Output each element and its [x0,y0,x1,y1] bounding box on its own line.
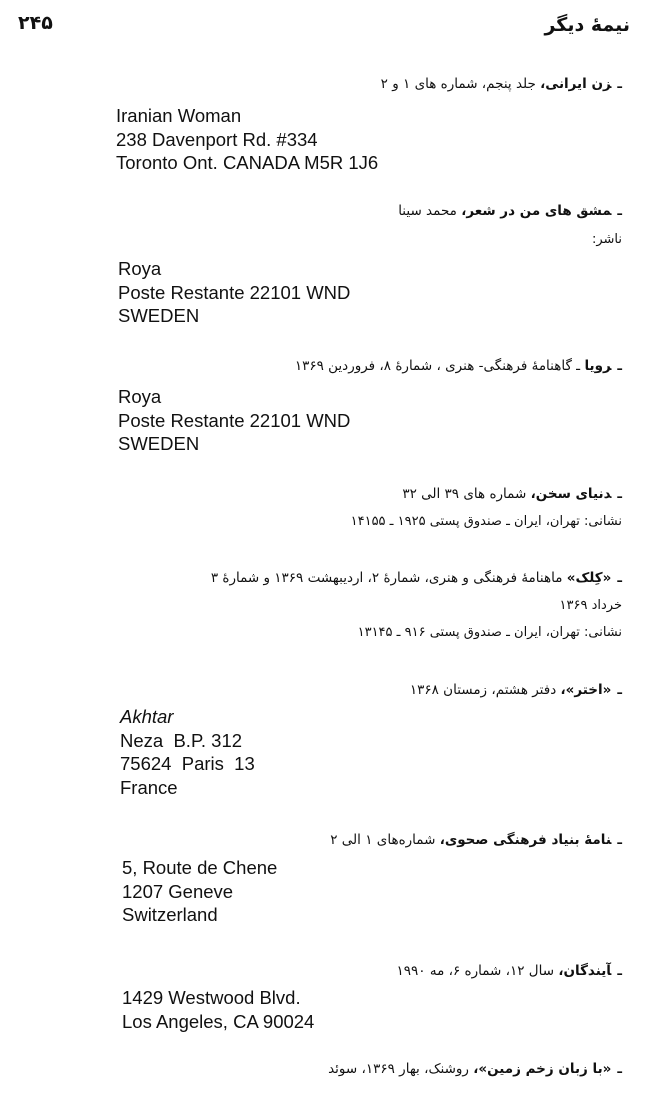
entry-title: «کِلک» [566,570,612,586]
address-line: Neza B.P. 312 [120,729,243,751]
entry-postal-address: نشانی: تهران، ایران ـ صندوق پستی ۱۹۲۵ ـ ۱۴۱۵۵ [350,514,622,529]
entry-heading [295,358,622,374]
entry-title: نامهٔ بنیاد فرهنگی صحوی، [439,832,612,848]
entry-dash: ـ [617,1061,622,1077]
address-line: Toronto Ont. CANADA M5R 1J6 [116,152,379,173]
entry-heading [381,76,622,92]
address-line: France [120,776,178,798]
entry-heading [402,486,622,502]
entry-description: شماره های ۳۹ الی ۳۲ [402,486,531,502]
address-line: Poste Restante 22101 WND [118,409,351,431]
entry-publisher-label: ناشر: [591,232,622,247]
entry-description: دفتر هشتم، زمستان ۱۳۶۸ [409,682,561,698]
entry-dash: ـ [617,486,622,502]
address-line: Iranian Woman [116,105,242,126]
entry-heading [330,832,622,848]
entry-dash: ـ [617,963,622,979]
address-line: Roya [118,386,162,407]
address-line: SWEDEN [118,305,200,326]
entry-title: آیندگان، [558,963,612,979]
address-line: 1207 Geneve [122,880,234,902]
entry-dash: ـ [617,358,622,374]
entry-title: دنیای سخن، [530,486,612,502]
entry-dash: ـ [617,682,622,698]
entry-address [118,257,350,328]
entry-description: ـ گاهنامهٔ فرهنگی- هنری ، شمارهٔ ۸، فروردین ۱۳۶۹ [294,358,585,374]
entry-dash: ـ [617,76,622,92]
entry-title: رویا [584,358,612,374]
entry-address [120,705,255,799]
address-line: Switzerland [122,904,218,925]
address-line: 75624 Paris 13 [120,753,255,774]
entry-heading [211,570,622,586]
entry-description: ماهنامهٔ فرهنگی و هنری، شمارهٔ ۲، اردیبهشت ۱۳۶۹ و شمارهٔ ۳ [210,570,567,586]
address-line: Los Angeles, CA 90024 [122,1010,315,1032]
entry-heading [328,1061,622,1077]
running-header-title: نیمهٔ دیگر [544,14,630,36]
entry-dash: ـ [617,832,622,848]
entry-continuation: خرداد ۱۳۶۹ [559,598,622,613]
entry-title: زن ایرانی، [540,76,612,92]
entry-address [116,104,378,175]
entry-heading [410,682,622,698]
entry-dash: ـ [617,203,622,219]
entry-dash: ـ [617,570,622,586]
page-number: ۲۴۵ [18,12,53,34]
entry-description: سال ۱۲، شماره ۶، مه ۱۹۹۰ [396,963,559,979]
entry-title: «اختر»، [560,682,612,698]
address-line: Roya [118,258,162,279]
entry-heading [398,203,622,219]
entry-address [122,986,314,1033]
address-line: Akhtar [120,706,174,727]
address-line: 5, Route de Chene [122,857,278,878]
entry-heading [397,963,622,979]
entry-address [122,856,277,927]
address-line: Poste Restante 22101 WND [118,281,351,303]
entry-description: شماره‌های ۱ الی ۲ [330,832,440,848]
address-line: 238 Davenport Rd. #334 [116,128,318,150]
entry-title: مشق های من در شعر، [461,203,612,219]
entry-title: «با زبان زخم زمین»، [473,1061,612,1077]
entry-postal-address: نشانی: تهران، ایران ـ صندوق پستی ۹۱۶ ـ ۱۳۱۴۵ [357,625,622,640]
entry-address [118,385,350,456]
entry-description: محمد سینا [398,203,462,219]
entry-description: جلد پنجم، شماره های ۱ و ۲ [380,76,541,92]
address-line: 1429 Westwood Blvd. [122,987,301,1008]
address-line: SWEDEN [118,433,200,454]
entry-description: روشنک، بهار ۱۳۶۹، سوئد [328,1061,474,1077]
